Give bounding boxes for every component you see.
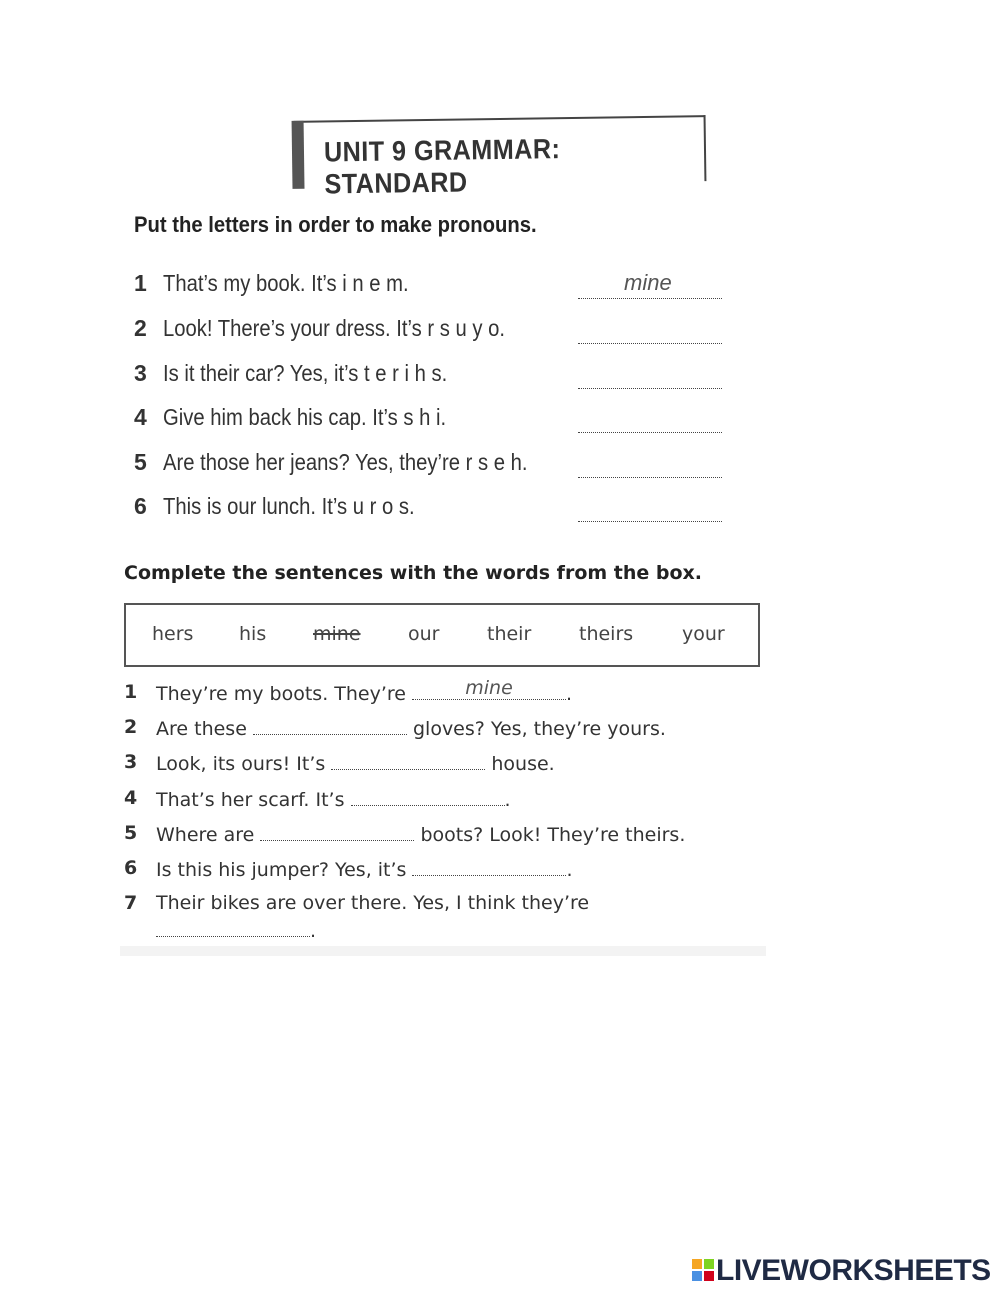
sentence-start: Look, its ours! It’s [156, 753, 332, 775]
answer-blank[interactable] [412, 677, 566, 700]
answer-blank[interactable] [578, 343, 722, 344]
answer-blank[interactable] [578, 521, 722, 522]
sentence-end: house. [485, 753, 555, 775]
item-sentence [156, 892, 589, 942]
item-text: Are those her jeans? Yes, they’re r s e h. [163, 449, 528, 475]
item-number: 5 [124, 822, 138, 844]
item-sentence [156, 857, 573, 881]
item-number: 2 [134, 315, 147, 341]
item-number: 3 [124, 751, 138, 773]
sentence-end: . [504, 789, 511, 811]
logo-grid-icon [692, 1259, 714, 1281]
item-text: Is it their car? Yes, it’s t e r i h s. [163, 360, 448, 386]
sentence-start: Is this his jumper? Yes, it’s [156, 859, 413, 881]
item-text: Look! There’s your dress. It’s r s u y o. [163, 315, 505, 341]
answer-blank[interactable] [331, 751, 485, 770]
answer-blank[interactable] [578, 477, 722, 478]
exercise2-item [124, 716, 764, 748]
title-banner [294, 115, 707, 200]
answer-blank[interactable] [260, 822, 414, 841]
item-number: 3 [134, 360, 147, 386]
word-theirs: theirs [579, 623, 634, 645]
answer-blank[interactable] [351, 787, 505, 806]
item-number: 4 [124, 787, 138, 809]
word-box [124, 603, 760, 667]
item-text: That’s my book. It’s i n e m. [163, 270, 409, 296]
answer-blank[interactable] [156, 918, 310, 937]
sentence-start: Are these [156, 718, 253, 740]
answer-blank[interactable] [578, 298, 722, 299]
item-sentence [156, 751, 555, 775]
word-hers: hers [152, 623, 194, 645]
item-text: Give him back his cap. It’s s h i. [163, 404, 447, 430]
item-sentence [156, 787, 511, 811]
exercise1-heading: Put the letters in order to make pronouns. [134, 212, 537, 237]
item-number: 6 [124, 857, 138, 879]
exercise2-item [124, 857, 764, 889]
item-number: 1 [134, 270, 147, 296]
exercise2-item [124, 892, 764, 950]
sentence-end: gloves? Yes, they’re yours. [406, 718, 666, 740]
word-mine: mine [313, 623, 361, 645]
exercise1-item [134, 270, 734, 306]
sentence-start: Where are [156, 824, 261, 846]
word-our: our [408, 623, 440, 645]
item-number: 6 [134, 493, 147, 519]
item-number: 5 [134, 449, 147, 475]
sentence-start: They’re my boots. They’re [156, 683, 413, 705]
exercise1-item [134, 360, 734, 396]
word-their: their [487, 623, 532, 645]
item-text: This is our lunch. It’s u r o s. [163, 493, 415, 519]
item-sentence [156, 822, 685, 846]
item-sentence [156, 716, 666, 740]
item-number: 1 [124, 681, 138, 703]
sentence-end: . [566, 683, 573, 705]
item-number: 7 [124, 892, 138, 914]
exercise2-item [124, 677, 764, 713]
sentence-end: . [566, 859, 573, 881]
exercise2-heading: Complete the sentences with the words from the box. [124, 562, 703, 584]
answer-blank[interactable] [578, 388, 722, 389]
answer-text: mine [465, 677, 513, 699]
exercise1-item [134, 404, 734, 440]
exercise1-item [134, 315, 734, 351]
sentence-end: boots? Look! They’re theirs. [414, 824, 686, 846]
exercise1-item [134, 449, 734, 485]
answer-text: mine [624, 270, 672, 295]
answer-blank[interactable] [253, 716, 407, 735]
page-shade [120, 946, 766, 956]
word-his: his [239, 623, 267, 645]
exercise2-item [124, 822, 764, 854]
sentence-start: Their bikes are over there. Yes, I think they’re [156, 892, 590, 914]
item-number: 4 [134, 404, 147, 430]
item-sentence [156, 677, 573, 705]
word-your: your [682, 623, 725, 645]
answer-blank[interactable] [412, 857, 566, 876]
item-number: 2 [124, 716, 138, 738]
sentence-start: That’s her scarf. It’s [156, 789, 351, 811]
exercise1-item [134, 493, 734, 529]
exercise2-item [124, 751, 764, 783]
page-title: UNIT 9 GRAMMAR: STANDARD [323, 133, 561, 200]
sentence-end: . [310, 920, 317, 942]
logo-text: LIVEWORKSHEETS [716, 1254, 991, 1287]
exercise2-item [124, 787, 764, 819]
answer-blank[interactable] [578, 432, 722, 433]
